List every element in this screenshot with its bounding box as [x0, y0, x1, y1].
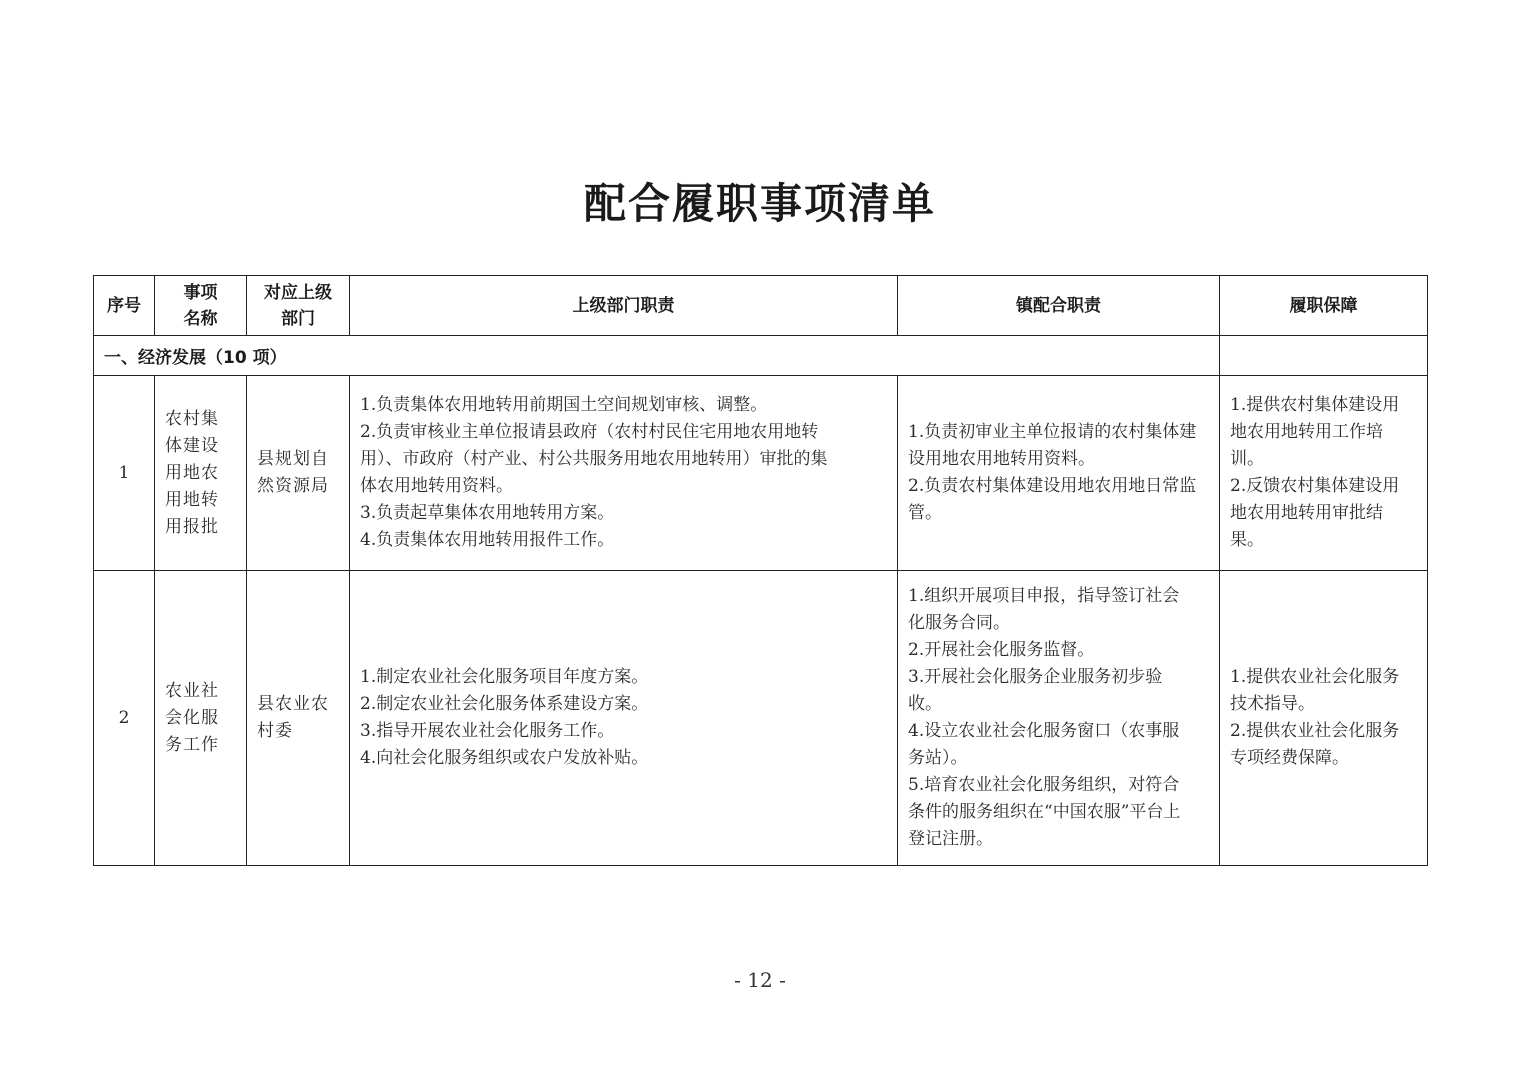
text-line: 用地农 [165, 462, 219, 483]
header-guarantee: 履职保障 [1220, 276, 1428, 336]
header-town-duties: 镇配合职责 [898, 276, 1220, 336]
text-line: 3.负责起草集体农用地转用方案。 [360, 503, 615, 523]
text-line: 3.指导开展农业社会化服务工作。 [360, 721, 615, 741]
text-line: 村委 [257, 721, 293, 741]
text-line: 3.开展社会化服务企业服务初步验 [908, 667, 1163, 687]
header-upper-dept-line: 对应上级 [264, 282, 332, 303]
text-line: 地农用地转用审批结 [1230, 503, 1383, 523]
text-line: 管。 [908, 503, 942, 523]
section-row [94, 336, 1428, 376]
text-line: 训。 [1230, 449, 1264, 469]
text-line: 用）、市政府（村产业、村公共服务用地农用地转用）审批的集 [360, 449, 828, 469]
text-line: 用报批 [165, 516, 219, 537]
row-town-duties [898, 376, 1220, 571]
duty-table [93, 275, 1428, 866]
text-line: 县农业农 [257, 694, 329, 714]
text-line: 务站）。 [908, 748, 968, 768]
header-item-name-line: 事项 [183, 282, 218, 303]
text-line: 4.设立农业社会化服务窗口（农事服 [908, 721, 1180, 741]
row-guarantee [1220, 571, 1428, 866]
text-line: 2.反馈农村集体建设用 [1230, 476, 1400, 496]
section-label: 一、经济发展（10 项） [94, 336, 1220, 376]
text-line: 农业社 [165, 680, 219, 701]
text-line: 果。 [1230, 530, 1264, 550]
text-line: 1.负责初审业主单位报请的农村集体建 [908, 422, 1197, 442]
text-line: 5.培育农业社会化服务组织，对符合 [908, 775, 1180, 795]
header-upper-duties: 上级部门职责 [350, 276, 898, 336]
table-header-row [94, 276, 1428, 336]
row-serial: 1 [94, 376, 155, 571]
text-line: 1.制定农业社会化服务项目年度方案。 [360, 667, 649, 687]
text-line: 地农用地转用工作培 [1230, 422, 1383, 442]
row-upper-duties [350, 376, 898, 571]
text-line: 用地转 [165, 489, 219, 510]
text-line: 技术指导。 [1230, 694, 1315, 714]
section-empty-cell [1220, 336, 1428, 376]
text-line: 会化服 [165, 707, 219, 728]
text-line: 化服务合同。 [908, 613, 1010, 633]
header-item-name [155, 276, 247, 336]
header-upper-dept [247, 276, 350, 336]
row-upper-duties [350, 571, 898, 866]
text-line: 体建设 [165, 435, 219, 456]
row-guarantee [1220, 376, 1428, 571]
text-line: 县规划自 [257, 449, 329, 469]
text-line: 农村集 [165, 408, 219, 429]
text-line: 专项经费保障。 [1230, 748, 1349, 768]
text-line: 4.负责集体农用地转用报件工作。 [360, 530, 615, 550]
table-row [94, 376, 1428, 571]
text-line: 4.向社会化服务组织或农户发放补贴。 [360, 748, 649, 768]
table-row [94, 571, 1428, 866]
text-line: 体农用地转用资料。 [360, 476, 513, 496]
page-number: - 12 - [734, 968, 786, 992]
text-line: 2.负责农村集体建设用地农用地日常监 [908, 476, 1197, 496]
text-line: 1.组织开展项目申报，指导签订社会 [908, 586, 1180, 606]
document-title: 配合履职事项清单 [583, 179, 936, 228]
text-line: 2.开展社会化服务监督。 [908, 640, 1095, 660]
header-item-name-line: 名称 [183, 308, 218, 329]
text-line: 2.制定农业社会化服务体系建设方案。 [360, 694, 649, 714]
text-line: 条件的服务组织在“中国农服”平台上 [908, 802, 1181, 822]
row-upper-dept [247, 376, 350, 571]
header-serial: 序号 [94, 276, 155, 336]
text-line: 1.提供农村集体建设用 [1230, 395, 1400, 415]
row-town-duties [898, 571, 1220, 866]
row-item-name [155, 571, 247, 866]
row-serial: 2 [94, 571, 155, 866]
text-line: 2.负责审核业主单位报请县政府（农村村民住宅用地农用地转 [360, 422, 819, 442]
text-line: 1.提供农业社会化服务 [1230, 667, 1400, 687]
header-upper-dept-line: 部门 [281, 308, 315, 329]
row-upper-dept [247, 571, 350, 866]
row-item-name [155, 376, 247, 571]
text-line: 设用地农用地转用资料。 [908, 449, 1095, 469]
text-line: 登记注册。 [908, 829, 993, 849]
text-line: 务工作 [165, 734, 219, 755]
text-line: 收。 [908, 694, 942, 714]
text-line: 2.提供农业社会化服务 [1230, 721, 1400, 741]
text-line: 然资源局 [257, 476, 329, 496]
text-line: 1.负责集体农用地转用前期国土空间规划审核、调整。 [360, 395, 768, 415]
